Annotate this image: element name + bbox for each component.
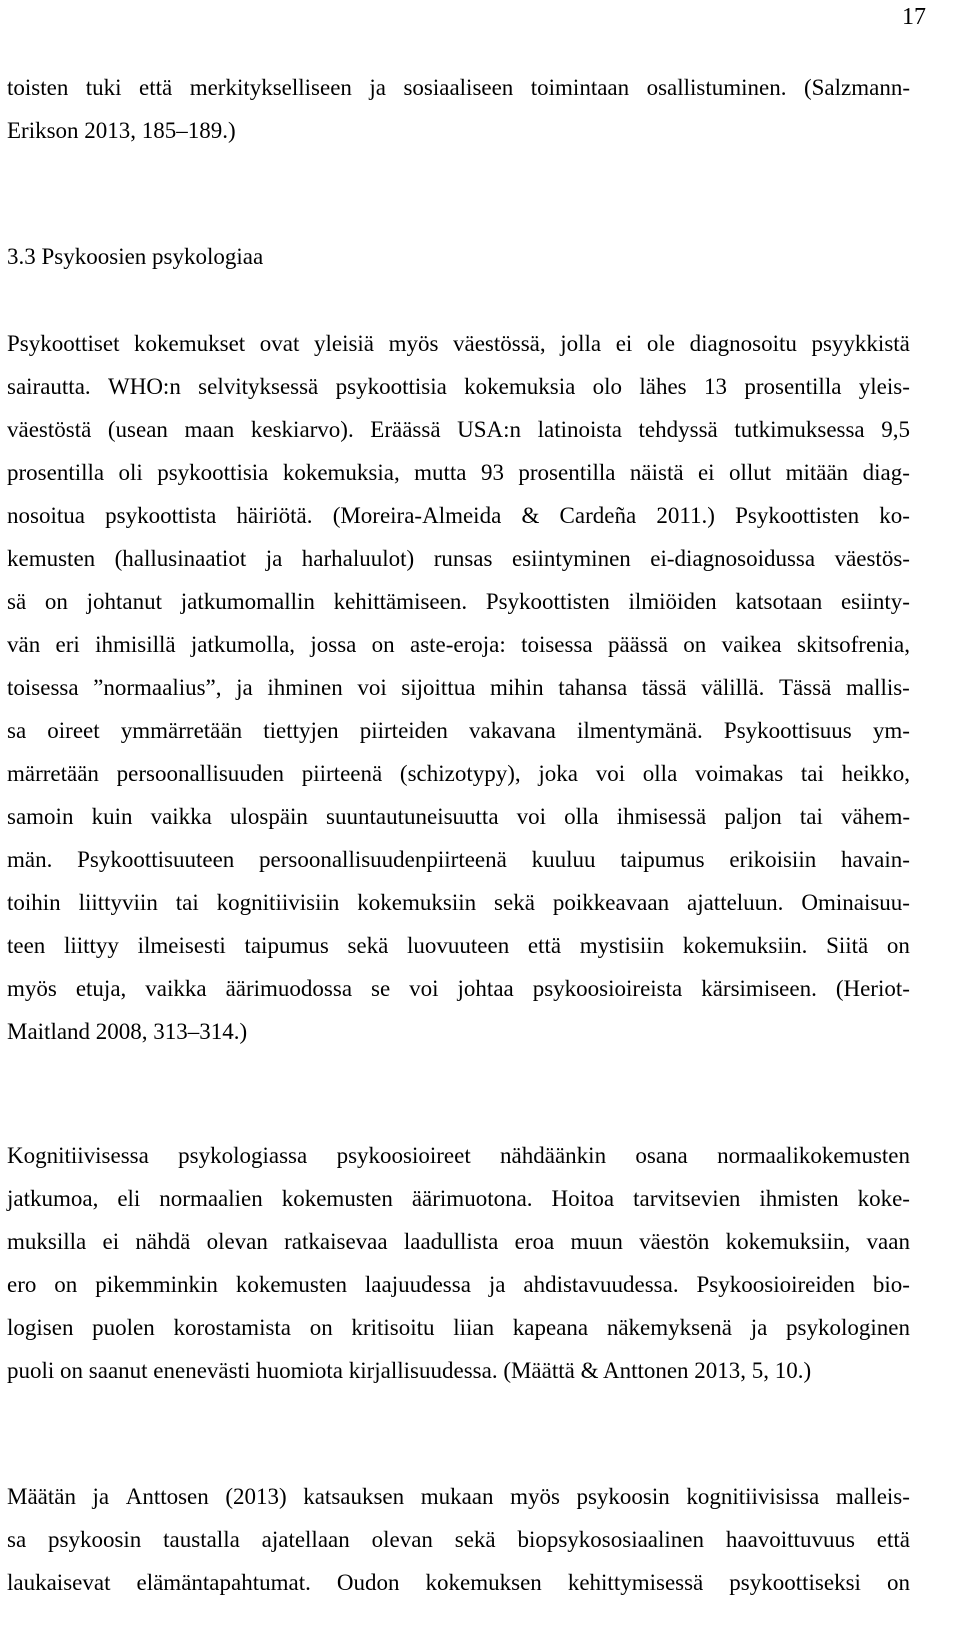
word: taustalla	[163, 1527, 240, 1552]
word: ollut	[729, 460, 772, 485]
word: on	[886, 1570, 910, 1595]
word: kapeana	[512, 1315, 589, 1340]
word: ja	[369, 75, 386, 100]
page-number: 17	[902, 4, 926, 30]
word: Psykoottisten	[735, 503, 860, 528]
word: jatkumolla,	[190, 632, 296, 657]
word: biopsykososiaalinen	[517, 1527, 705, 1552]
text-line	[7, 544, 910, 574]
word: (2013)	[225, 1484, 287, 1509]
word: heikko,	[841, 761, 910, 786]
word: (Moreira-Almeida	[332, 503, 502, 528]
word: nähdäänkin	[500, 1143, 607, 1168]
text-line	[7, 1184, 910, 1214]
word: voimakas	[695, 761, 784, 786]
text-line	[7, 415, 910, 445]
word: Kognitiivisessa	[7, 1143, 149, 1168]
word: on	[309, 1315, 333, 1340]
word: kehittymisessä	[567, 1570, 704, 1595]
word: väestöstä	[7, 417, 92, 442]
word: ja	[265, 546, 283, 571]
word: esiinty-	[840, 589, 910, 614]
word: elämäntapahtumat.	[136, 1570, 311, 1595]
word: tuki	[85, 75, 122, 100]
word: on	[371, 632, 395, 657]
text-line	[7, 1141, 910, 1171]
word: bio-	[872, 1272, 910, 1297]
text-line	[7, 888, 910, 918]
word: malleis-	[835, 1484, 910, 1509]
word: kokemusten	[281, 1186, 393, 1211]
text-line	[7, 1525, 910, 1555]
word: ahdistavuudessa.	[523, 1272, 679, 1297]
word: prosentilla	[7, 460, 105, 485]
word: myös	[388, 331, 439, 356]
word: mystisiin	[579, 933, 665, 958]
word: Psykoottisuus	[723, 718, 852, 743]
word: sijoittua	[401, 675, 476, 700]
word: psykologiassa	[178, 1143, 308, 1168]
word: ilmeisesti	[137, 933, 226, 958]
word: liian	[453, 1315, 495, 1340]
word: ihmisten	[759, 1186, 839, 1211]
text-line	[7, 931, 910, 961]
word: Cardeña	[559, 503, 637, 528]
word: kritisoitu	[351, 1315, 435, 1340]
word: välillä.	[701, 675, 765, 700]
word: oli	[118, 460, 143, 485]
word: jatkumomallin	[180, 589, 315, 614]
word: logisen	[7, 1315, 74, 1340]
word: prosentilla	[518, 460, 616, 485]
word: on	[886, 933, 910, 958]
word: mihin	[490, 675, 544, 700]
text-line	[7, 673, 910, 703]
word: mitään	[785, 460, 849, 485]
word: ei	[697, 460, 715, 485]
word: piirteiden	[359, 718, 448, 743]
text-line: Maitland 2008, 313–314.)	[7, 1019, 248, 1044]
word: diag-	[862, 460, 910, 485]
word: ihmisillä	[95, 632, 176, 657]
word: puolen	[92, 1315, 155, 1340]
word: keskiarvo).	[250, 417, 354, 442]
word: ei-diagnosoidussa	[650, 546, 816, 571]
word: joka	[538, 761, 578, 786]
word: näistä	[629, 460, 684, 485]
text-line	[7, 329, 910, 359]
word: katsauksen	[303, 1484, 405, 1509]
text-line	[7, 1568, 910, 1598]
word: mutta	[414, 460, 467, 485]
word: on	[54, 1272, 78, 1297]
word: vaikka	[150, 804, 212, 829]
text-line	[7, 1482, 910, 1512]
word: ymmärretään	[120, 718, 243, 743]
word: psykoosin	[576, 1484, 670, 1509]
word: ihmisessä	[616, 804, 707, 829]
word: Hoitoa	[551, 1186, 615, 1211]
word: harhaluulot)	[301, 546, 415, 571]
word: vaan	[866, 1229, 910, 1254]
word: normaalien	[159, 1186, 263, 1211]
word: haavoittuvuus	[725, 1527, 855, 1552]
word: piirteenä	[301, 761, 383, 786]
word: (schizotypy),	[399, 761, 521, 786]
word: jolla	[560, 331, 602, 356]
word: skitsofrenia,	[796, 632, 910, 657]
word: yleis-	[858, 374, 910, 399]
word: eroa	[514, 1229, 555, 1254]
word: maan	[184, 417, 235, 442]
word: aste-eroja:	[409, 632, 506, 657]
word: psykoottiseksi	[729, 1570, 861, 1595]
word: (hallusinaatiot	[114, 546, 247, 571]
word: väestössä,	[453, 331, 546, 356]
word: merkitykselliseen	[189, 75, 352, 100]
word: ei	[102, 1229, 120, 1254]
word: kokemuksiin	[357, 890, 477, 915]
word: voi	[357, 675, 387, 700]
word: etuja,	[75, 976, 127, 1001]
word: sa	[7, 718, 27, 743]
word: WHO:n	[108, 374, 181, 399]
word: 9,5	[881, 417, 910, 442]
word: persoonallisuuden	[116, 761, 285, 786]
word: ero	[7, 1272, 37, 1297]
word: vän	[7, 632, 41, 657]
word: tutkimuksessa	[734, 417, 865, 442]
word: tässä	[641, 675, 687, 700]
word: ilmentymänä.	[576, 718, 703, 743]
word: johtanut	[86, 589, 162, 614]
word: tai	[175, 890, 199, 915]
word: olla	[642, 761, 678, 786]
word: muksilla	[7, 1229, 87, 1254]
word: on	[683, 632, 707, 657]
word: (Salzmann-	[803, 75, 910, 100]
word: ihminen	[267, 675, 343, 700]
word: tehdyssä	[638, 417, 718, 442]
word: kokemukset	[134, 331, 246, 356]
word: Määtän	[7, 1484, 76, 1509]
word: laukaisevat	[7, 1570, 111, 1595]
word: prosentilla	[744, 374, 842, 399]
word: vakavana	[469, 718, 556, 743]
word: liittyviin	[78, 890, 158, 915]
word: 93	[480, 460, 504, 485]
word: kuin	[91, 804, 133, 829]
word: sekä	[454, 1527, 496, 1552]
word: ja	[236, 675, 253, 700]
word: kärsimiseen.	[701, 976, 817, 1001]
word: kognitiivisiin	[216, 890, 340, 915]
word: esiintyminen	[511, 546, 631, 571]
word: Anttosen	[125, 1484, 209, 1509]
word: psykoosioireet	[336, 1143, 471, 1168]
word: Tässä	[778, 675, 832, 700]
word: teen	[7, 933, 46, 958]
word: mallis-	[845, 675, 910, 700]
text-line	[7, 974, 910, 1004]
word: korostamista	[173, 1315, 292, 1340]
word: Ominaisuu-	[801, 890, 910, 915]
word: kuuluu	[531, 847, 596, 872]
word: tai	[799, 804, 823, 829]
word: vaikea	[721, 632, 782, 657]
word: ratkaisevaa	[284, 1229, 388, 1254]
word: persoonallisuudenpiirteenä	[259, 847, 507, 872]
word: &	[521, 503, 540, 528]
text-line	[7, 802, 910, 832]
word: äärimuodossa	[225, 976, 353, 1001]
word: toisessa	[7, 675, 79, 700]
word: poikkeavaan	[552, 890, 670, 915]
text-line	[7, 372, 910, 402]
text-line: puoli on saanut enenevästi huomiota kirjallisuudessa. (Määttä & Anttonen 2013, 5, 10.)	[7, 1358, 812, 1383]
word: kemusten	[7, 546, 96, 571]
word: Eräässä	[370, 417, 441, 442]
word: selvityksessä	[198, 374, 319, 399]
word: ajatteluun.	[687, 890, 784, 915]
word: johtaa	[457, 976, 514, 1001]
word: män.	[7, 847, 53, 872]
word: sosiaaliseen	[403, 75, 514, 100]
word: ja	[750, 1315, 768, 1340]
word: häiriötä.	[236, 503, 313, 528]
word: toisten	[7, 75, 69, 100]
word: kokemuksiin,	[725, 1229, 851, 1254]
word: nähdä	[135, 1229, 191, 1254]
text-line	[7, 845, 910, 875]
word: ajatellaan	[261, 1527, 350, 1552]
word: tiettyjen	[263, 718, 339, 743]
word: että	[527, 933, 562, 958]
word: toisessa	[521, 632, 593, 657]
text-line	[7, 73, 910, 103]
word: paljon	[724, 804, 782, 829]
word: psykoosioireista	[532, 976, 683, 1001]
word: diagnosoitu	[689, 331, 797, 356]
word: voi	[409, 976, 439, 1001]
word: voi	[595, 761, 626, 786]
word: (usean	[107, 417, 168, 442]
word: sä	[7, 589, 27, 614]
text-line	[7, 458, 910, 488]
word: ei	[615, 331, 633, 356]
word: taipumus	[244, 933, 329, 958]
word: runsas	[433, 546, 493, 571]
word: kokemuksen	[425, 1570, 542, 1595]
word: eri	[55, 632, 80, 657]
word: näkemyksenä	[606, 1315, 733, 1340]
text-line	[7, 1270, 910, 1300]
word: taipumus	[620, 847, 705, 872]
word: toimintaan	[530, 75, 630, 100]
text-line	[7, 1313, 910, 1343]
word: kokemuksia,	[282, 460, 400, 485]
word: psykoottisia	[335, 374, 447, 399]
word: voi	[516, 804, 547, 829]
word: Psykoottisten	[485, 589, 610, 614]
word: kognitiivisissa	[686, 1484, 820, 1509]
text-line	[7, 501, 910, 531]
word: psykoottisia	[157, 460, 269, 485]
word: äärimuotona.	[411, 1186, 533, 1211]
word: vaikka	[145, 976, 207, 1001]
word: osallistuminen.	[646, 75, 787, 100]
text-line	[7, 587, 910, 617]
word: ja	[488, 1272, 506, 1297]
word: pikemminkin	[95, 1272, 218, 1297]
word: myös	[510, 1484, 560, 1509]
word: (Heriot-	[835, 976, 910, 1001]
word: olevan	[206, 1229, 268, 1254]
word: koke-	[857, 1186, 910, 1211]
word: mukaan	[420, 1484, 494, 1509]
word: tahansa	[558, 675, 628, 700]
text-line	[7, 630, 910, 660]
text-line	[7, 1227, 910, 1257]
word: ja	[92, 1484, 110, 1509]
word: oireet	[47, 718, 100, 743]
word: nosoitua	[7, 503, 85, 528]
word: myös	[7, 976, 57, 1001]
word: erikoisiin	[729, 847, 817, 872]
word: osana	[635, 1143, 688, 1168]
word: että	[139, 75, 173, 100]
word: kokemuksia	[464, 374, 576, 399]
word: ole	[646, 331, 675, 356]
word: suuntautuneisuutta	[326, 804, 499, 829]
word: yleisiä	[313, 331, 375, 356]
word: jatkumoa,	[7, 1186, 99, 1211]
word: katsotaan	[735, 589, 823, 614]
word: luovuuteen	[407, 933, 510, 958]
word: tai	[800, 761, 824, 786]
word: olevan	[371, 1527, 433, 1552]
word: ko-	[879, 503, 910, 528]
word: sairautta.	[7, 374, 91, 399]
word: on	[44, 589, 68, 614]
word: Oudon	[336, 1570, 400, 1595]
word: toihin	[7, 890, 61, 915]
word: se	[371, 976, 391, 1001]
word: ilmiöiden	[628, 589, 717, 614]
word: Psykoosioireiden	[696, 1272, 855, 1297]
word: 13	[703, 374, 727, 399]
word: väestös-	[834, 546, 910, 571]
word: kokemusten	[235, 1272, 347, 1297]
word: väestön	[639, 1229, 710, 1254]
text-line: Erikson 2013, 185–189.)	[7, 118, 236, 143]
word: 2011.)	[656, 503, 715, 528]
word: olla	[564, 804, 599, 829]
word: eli	[117, 1186, 141, 1211]
word: laadullista	[403, 1229, 499, 1254]
word: märretään	[7, 761, 99, 786]
section-heading: 3.3 Psykoosien psykologiaa	[7, 244, 264, 269]
word: kehittämiseen.	[333, 589, 468, 614]
word: latinoista	[537, 417, 622, 442]
word: ”normaalius”,	[93, 675, 222, 700]
word: kokemuksiin.	[682, 933, 808, 958]
word: olo	[592, 374, 623, 399]
word: Siitä	[826, 933, 869, 958]
word: jossa	[310, 632, 357, 657]
word: samoin	[7, 804, 74, 829]
word: psyykkistä	[811, 331, 910, 356]
word: vähem-	[841, 804, 910, 829]
word: liittyy	[63, 933, 119, 958]
word: normaalikokemusten	[717, 1143, 910, 1168]
word: laajuudessa	[364, 1272, 471, 1297]
word: psykoosin	[48, 1527, 142, 1552]
word: muun	[570, 1229, 623, 1254]
word: sa	[7, 1527, 27, 1552]
word: ovat	[259, 331, 300, 356]
text-line	[7, 759, 910, 789]
text-line	[7, 716, 910, 746]
word: USA:n	[457, 417, 522, 442]
word: sekä	[347, 933, 389, 958]
word: päässä	[607, 632, 668, 657]
word: Psykoottisuuteen	[77, 847, 235, 872]
word: havain-	[840, 847, 910, 872]
word: psykologinen	[786, 1315, 910, 1340]
word: Psykoottiset	[7, 331, 120, 356]
word: tarvitsevien	[633, 1186, 741, 1211]
word: psykoottista	[105, 503, 217, 528]
word: ulospäin	[229, 804, 308, 829]
word: sekä	[494, 890, 535, 915]
word: että	[876, 1527, 910, 1552]
word: lähes	[639, 374, 687, 399]
word: ym-	[872, 718, 910, 743]
